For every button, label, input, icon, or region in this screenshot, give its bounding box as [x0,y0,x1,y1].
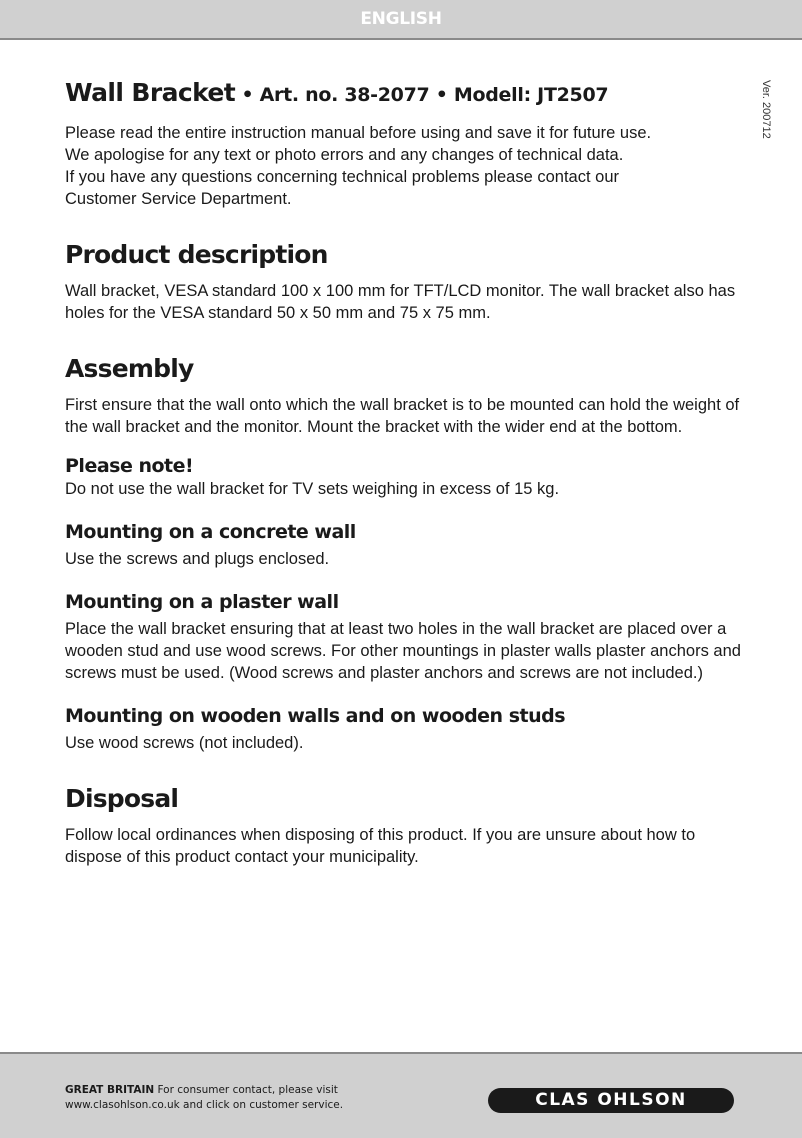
contact-text: For consumer contact, please visit www.clasohlson.co.uk and click on customer service. [65,1084,344,1111]
please-note-text: Do not use the wall bracket for TV sets weighing in excess of 15 kg. [65,480,560,498]
version-label: Ver. 200712 [760,80,772,139]
wooden-walls-heading: Mounting on wooden walls and on wooden studs [65,705,566,727]
document-title [65,78,755,110]
language-label: ENGLISH [360,9,442,29]
plaster-wall-text: Place the wall bracket ensuring that at least two holes in the wall bracket are placed over a wooden stud and use wood screws. For other mountings in plaster walls plaster anchors and screws must be used. (Wood screws and plaster anchors and screws are not included.) [65,620,741,682]
intro-line-4: Customer Service Department. [65,190,292,208]
article-number: • Art. no. 38-2077 • Modell: JT2507 [235,84,609,106]
document-body [65,78,755,868]
concrete-wall-heading: Mounting on a concrete wall [65,521,356,543]
disposal-text: Follow local ordinances when disposing of this product. If you are unsure about how to dispose of this product contact your municipality. [65,826,696,866]
footer-bar [0,1052,802,1138]
please-note-heading: Please note! [65,455,194,477]
concrete-wall-text: Use the screws and plugs enclosed. [65,550,330,568]
language-header-bar [0,0,802,40]
plaster-wall-heading: Mounting on a plaster wall [65,591,339,613]
product-name: Wall Bracket [65,78,236,107]
clas-ohlson-logo: CLAS OHLSON [488,1088,734,1113]
wooden-walls-text: Use wood screws (not included). [65,734,304,752]
product-description-text: Wall bracket, VESA standard 100 x 100 mm for TFT/LCD monitor. The wall bracket also has holes for the VESA standard 50 x 50 mm and 75 x 75 mm. [65,282,736,322]
intro-line-3: If you have any questions concerning technical problems please contact our [65,168,619,186]
product-description-heading: Product description [65,240,328,269]
assembly-heading: Assembly [65,354,194,383]
intro-line-1: Please read the entire instruction manual before using and save it for future use. [65,124,652,142]
disposal-heading: Disposal [65,784,179,813]
assembly-text: First ensure that the wall onto which the wall bracket is to be mounted can hold the weight of the wall bracket and the monitor. Mount the bracket with the wider end at the bottom. [65,396,740,436]
consumer-contact [65,1083,445,1113]
intro-line-2: We apologise for any text or photo errors and any changes of technical data. [65,146,624,164]
country-label: GREAT BRITAIN [65,1084,155,1096]
